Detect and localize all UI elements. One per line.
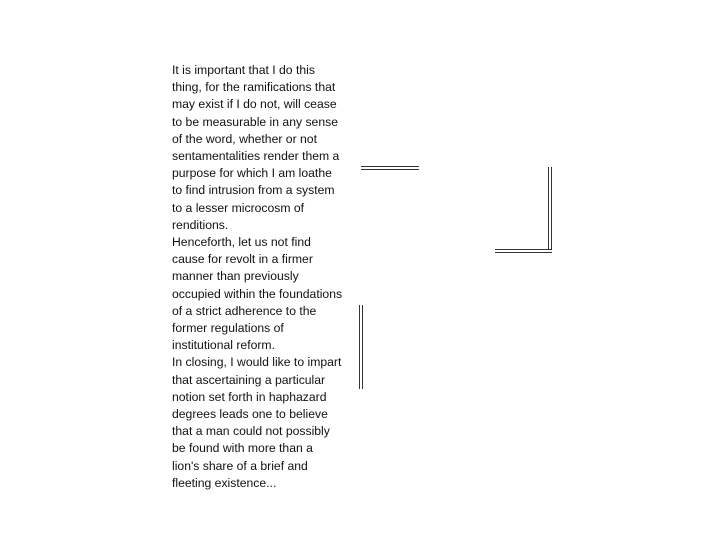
paragraph-1: It is important that I do this thing, for the ramifications that may exist if I do not, will cease to be measurable in any sense of the word, whether or not sentamentalities render them a purpose for which I am loathe to find intrusion from a system to a lesser microcosm of renditions. — [172, 63, 340, 232]
paragraph-3: In closing, I would like to impart that ascertaining a particular notion set forth in haphazard degrees leads one to believe that a man could not possibly be found with more than a lion's share of a brief and fleeting existence... — [172, 355, 342, 490]
horizontal-separator-bottom — [495, 249, 552, 253]
paragraph-2: Henceforth, let us not find cause for revolt in a firmer manner than previously occupied within the foundations of a strict adherence to the former regulations of institutional reform. — [172, 235, 343, 353]
vertical-separator-right — [548, 167, 552, 252]
vertical-separator-left — [359, 305, 363, 389]
horizontal-separator-top — [361, 166, 419, 170]
text-column — [172, 62, 362, 492]
